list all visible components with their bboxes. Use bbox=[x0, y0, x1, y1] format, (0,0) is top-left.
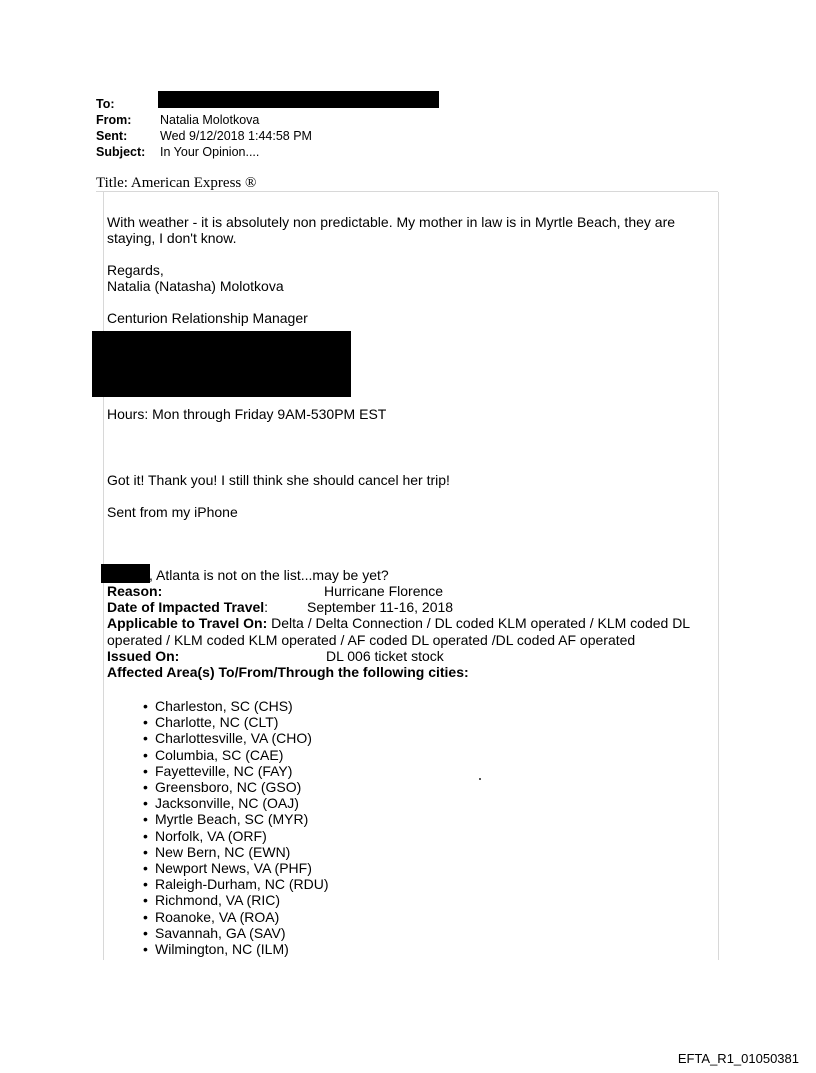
signature-redaction bbox=[92, 331, 351, 397]
list-item bbox=[143, 860, 328, 876]
bullet-icon: • bbox=[143, 795, 148, 812]
applicable-value-1: Delta / Delta Connection / DL coded KLM operated / KLM coded DL bbox=[267, 615, 691, 631]
bullet-icon: • bbox=[143, 860, 148, 877]
list-item bbox=[143, 925, 328, 941]
signature-title: Centurion Relationship Manager bbox=[107, 310, 308, 326]
applicable-row bbox=[107, 615, 690, 632]
city-name: Newport News, VA (PHF) bbox=[155, 860, 312, 877]
subject-value: In Your Opinion.... bbox=[160, 145, 260, 159]
list-item bbox=[143, 779, 328, 795]
city-name: Jacksonville, NC (OAJ) bbox=[155, 795, 299, 812]
bullet-icon: • bbox=[143, 843, 148, 860]
city-name: Wilmington, NC (ILM) bbox=[155, 941, 289, 958]
city-name: Charlottesville, VA (CHO) bbox=[155, 730, 312, 747]
reason-value: Hurricane Florence bbox=[324, 583, 444, 599]
to-label: To: bbox=[96, 97, 115, 111]
signature-name: Natalia (Natasha) Molotkova bbox=[107, 278, 284, 294]
sent-from-line: Sent from my iPhone bbox=[107, 504, 238, 520]
got-it-line: Got it! Thank you! I still think she should cancel her trip! bbox=[107, 472, 450, 488]
from-label: From: bbox=[96, 113, 132, 127]
list-item bbox=[143, 844, 328, 860]
weather-line-1: With weather - it is absolutely non predictable. My mother in law is in Myrtle Beach, they are bbox=[107, 214, 676, 230]
bates-number: EFTA_R1_01050381 bbox=[677, 1051, 799, 1066]
applicable-label: Applicable to Travel On: bbox=[107, 615, 268, 631]
atlanta-line: , Atlanta is not on the list...may be yet? bbox=[149, 567, 389, 583]
issued-label: Issued On: bbox=[107, 648, 180, 664]
city-name: Norfolk, VA (ORF) bbox=[155, 827, 267, 844]
city-name: Myrtle Beach, SC (MYR) bbox=[155, 811, 309, 828]
list-item bbox=[143, 730, 328, 746]
sent-label: Sent: bbox=[96, 129, 128, 143]
city-name: Richmond, VA (RIC) bbox=[155, 892, 280, 909]
city-name: Roanoke, VA (ROA) bbox=[155, 908, 280, 925]
subject-label: Subject: bbox=[96, 145, 146, 159]
hours: Hours: Mon through Friday 9AM-530PM EST bbox=[107, 406, 387, 422]
date-colon: : bbox=[264, 599, 269, 615]
bullet-icon: • bbox=[143, 762, 148, 779]
city-name: New Bern, NC (EWN) bbox=[155, 843, 291, 860]
bullet-icon: • bbox=[143, 908, 148, 925]
list-item bbox=[143, 811, 328, 827]
regards: Regards, bbox=[107, 262, 164, 278]
city-list bbox=[143, 698, 328, 957]
city-name: Savannah, GA (SAV) bbox=[155, 924, 286, 941]
list-item bbox=[143, 892, 328, 908]
body-border-right bbox=[718, 192, 719, 960]
list-item bbox=[143, 698, 328, 714]
city-name: Columbia, SC (CAE) bbox=[155, 746, 284, 763]
bullet-icon: • bbox=[143, 779, 148, 796]
sent-value: Wed 9/12/2018 1:44:58 PM bbox=[160, 129, 312, 143]
date-row bbox=[107, 599, 268, 616]
bullet-icon: • bbox=[143, 941, 148, 958]
city-name: Fayetteville, NC (FAY) bbox=[155, 762, 293, 779]
list-item bbox=[143, 747, 328, 763]
bullet-icon: • bbox=[143, 698, 148, 714]
bullet-icon: • bbox=[143, 714, 148, 731]
list-item bbox=[143, 876, 328, 892]
bullet-icon: • bbox=[143, 876, 148, 893]
to-redaction bbox=[158, 91, 439, 108]
weather-line-2: staying, I don't know. bbox=[107, 230, 237, 246]
list-item bbox=[143, 828, 328, 844]
name-redaction bbox=[101, 564, 150, 583]
city-name: Charlotte, NC (CLT) bbox=[155, 714, 279, 731]
issued-value: DL 006 ticket stock bbox=[326, 648, 444, 664]
list-item bbox=[143, 909, 328, 925]
date-value: September 11-16, 2018 bbox=[307, 599, 454, 615]
city-name: Charleston, SC (CHS) bbox=[155, 698, 293, 714]
stray-dot bbox=[479, 778, 481, 780]
from-value: Natalia Molotkova bbox=[160, 113, 260, 127]
city-name: Greensboro, NC (GSO) bbox=[155, 779, 302, 796]
bullet-icon: • bbox=[143, 746, 148, 763]
title-divider bbox=[96, 191, 718, 192]
bullet-icon: • bbox=[143, 811, 148, 828]
list-item bbox=[143, 763, 328, 779]
affected-label: Affected Area(s) To/From/Through the following cities: bbox=[107, 664, 469, 680]
bullet-icon: • bbox=[143, 924, 148, 941]
bullet-icon: • bbox=[143, 827, 148, 844]
city-name: Raleigh-Durham, NC (RDU) bbox=[155, 876, 329, 893]
applicable-value-2: operated / KLM coded KLM operated / AF coded DL operated /DL coded AF operated bbox=[107, 632, 636, 648]
bullet-icon: • bbox=[143, 730, 148, 747]
list-item bbox=[143, 941, 328, 957]
date-label: Date of Impacted Travel bbox=[107, 599, 265, 615]
bullet-icon: • bbox=[143, 892, 148, 909]
list-item bbox=[143, 714, 328, 730]
list-item bbox=[143, 795, 328, 811]
reason-label: Reason: bbox=[107, 583, 163, 599]
document-title: Title: American Express ® bbox=[96, 175, 257, 191]
